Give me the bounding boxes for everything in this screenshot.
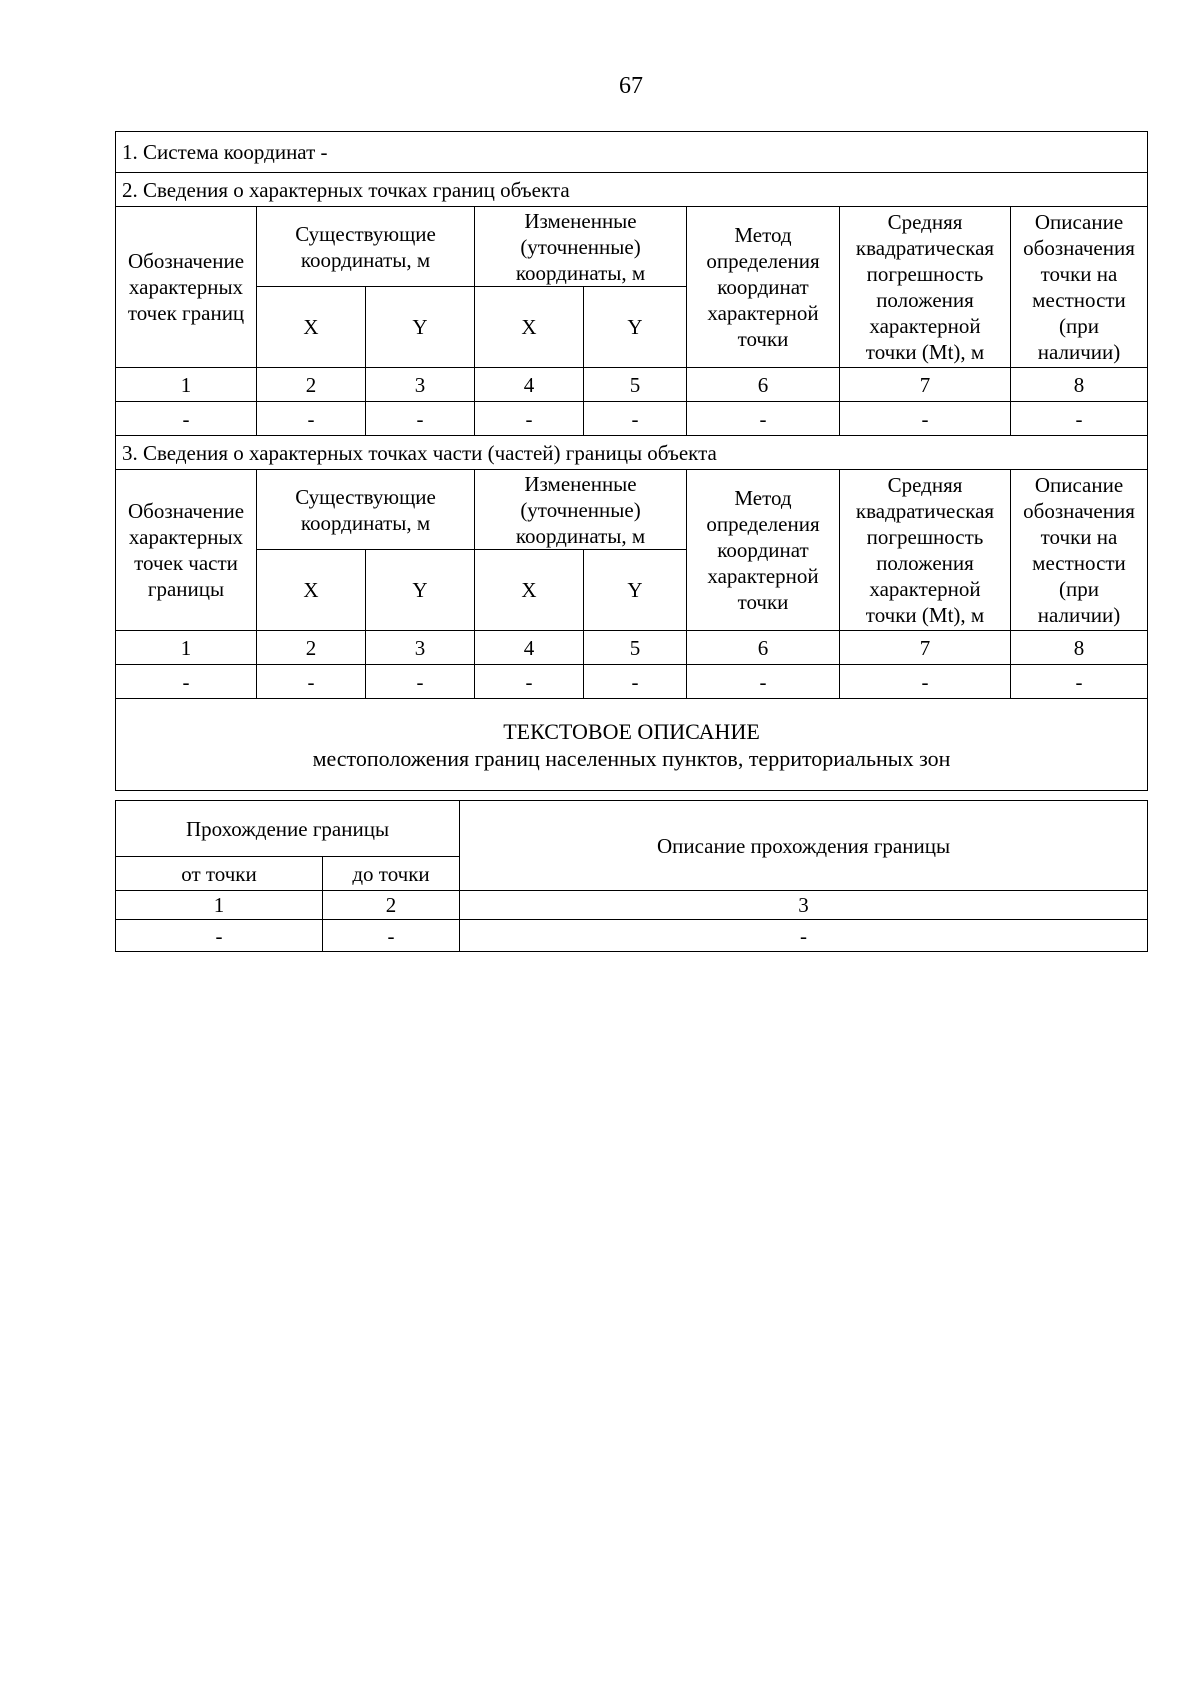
header-method: Метод определения координат характерной точки <box>687 470 840 631</box>
header-point-description: Описание обозначения точки на местности (при наличии) <box>1011 470 1148 631</box>
section-object-points-title: 2. Сведения о характерных точках границ объекта <box>116 173 1148 207</box>
column-number: 5 <box>584 631 687 665</box>
table-cell: - <box>116 665 257 699</box>
header-passage-description: Описание прохождения границы <box>460 801 1148 891</box>
header-existing-coordinates: Существующие координаты, м <box>257 470 475 550</box>
table-cell: - <box>366 402 475 436</box>
table-cell: - <box>584 402 687 436</box>
table-cell: - <box>460 920 1148 952</box>
column-number: 5 <box>584 368 687 402</box>
table-cell: - <box>116 402 257 436</box>
column-number: 1 <box>116 891 323 920</box>
header-method: Метод определения координат характерной точки <box>687 207 840 368</box>
column-number: 7 <box>840 631 1011 665</box>
header-changed-x: X <box>475 287 584 368</box>
column-number: 6 <box>687 631 840 665</box>
column-number: 3 <box>366 631 475 665</box>
header-changed-coordinates: Измененные (уточненные) координаты, м <box>475 207 687 287</box>
header-existing-x: X <box>257 287 366 368</box>
header-existing-x: X <box>257 550 366 631</box>
column-number: 7 <box>840 368 1011 402</box>
header-changed-y: Y <box>584 287 687 368</box>
header-existing-y: Y <box>366 550 475 631</box>
column-number: 3 <box>366 368 475 402</box>
header-mean-square-error: Средняя квадратическая погрешность положения характерной точки (Mt), м <box>840 470 1011 631</box>
column-number: 8 <box>1011 631 1148 665</box>
column-number: 1 <box>116 368 257 402</box>
column-number: 2 <box>257 368 366 402</box>
table-cell: - <box>366 665 475 699</box>
header-changed-coordinates: Измененные (уточненные) координаты, м <box>475 470 687 550</box>
header-from-point: от точки <box>116 857 323 891</box>
table-cell: - <box>687 665 840 699</box>
table-cell: - <box>257 402 366 436</box>
column-number: 1 <box>116 631 257 665</box>
header-designation: Обозначение характерных точек границ <box>116 207 257 368</box>
table-cell: - <box>584 665 687 699</box>
header-point-description: Описание обозначения точки на местности (при наличии) <box>1011 207 1148 368</box>
table-cell: - <box>116 920 323 952</box>
header-existing-coordinates: Существующие координаты, м <box>257 207 475 287</box>
table-cell: - <box>257 665 366 699</box>
text-description-title: ТЕКСТОВОЕ ОПИСАНИЕ <box>503 718 760 744</box>
text-description-subtitle: местоположения границ населенных пунктов, территориальных зон <box>312 745 951 771</box>
header-mean-square-error: Средняя квадратическая погрешность положения характерной точки (Mt), м <box>840 207 1011 368</box>
section-part-points-title: 3. Сведения о характерных точках части (частей) границы объекта <box>116 436 1148 470</box>
section-coordinate-system: 1. Система координат - <box>116 132 1148 173</box>
table-cell: - <box>475 665 584 699</box>
page-number: 67 <box>619 73 643 99</box>
column-number: 2 <box>257 631 366 665</box>
table-cell: - <box>475 402 584 436</box>
table-cell: - <box>323 920 460 952</box>
header-existing-y: Y <box>366 287 475 368</box>
table-cell: - <box>1011 402 1148 436</box>
coordinates-table <box>115 131 1148 791</box>
column-number: 6 <box>687 368 840 402</box>
table-cell: - <box>840 665 1011 699</box>
column-number: 4 <box>475 631 584 665</box>
header-changed-x: X <box>475 550 584 631</box>
table-cell: - <box>840 402 1011 436</box>
column-number: 8 <box>1011 368 1148 402</box>
column-number: 4 <box>475 368 584 402</box>
header-passage: Прохождение границы <box>116 801 460 857</box>
header-to-point: до точки <box>323 857 460 891</box>
column-number: 2 <box>323 891 460 920</box>
text-description-heading <box>116 699 1148 791</box>
table-cell: - <box>1011 665 1148 699</box>
header-changed-y: Y <box>584 550 687 631</box>
header-designation-part: Обозначение характерных точек части границы <box>116 470 257 631</box>
column-number: 3 <box>460 891 1148 920</box>
table-cell: - <box>687 402 840 436</box>
boundary-route-table <box>115 800 1148 952</box>
